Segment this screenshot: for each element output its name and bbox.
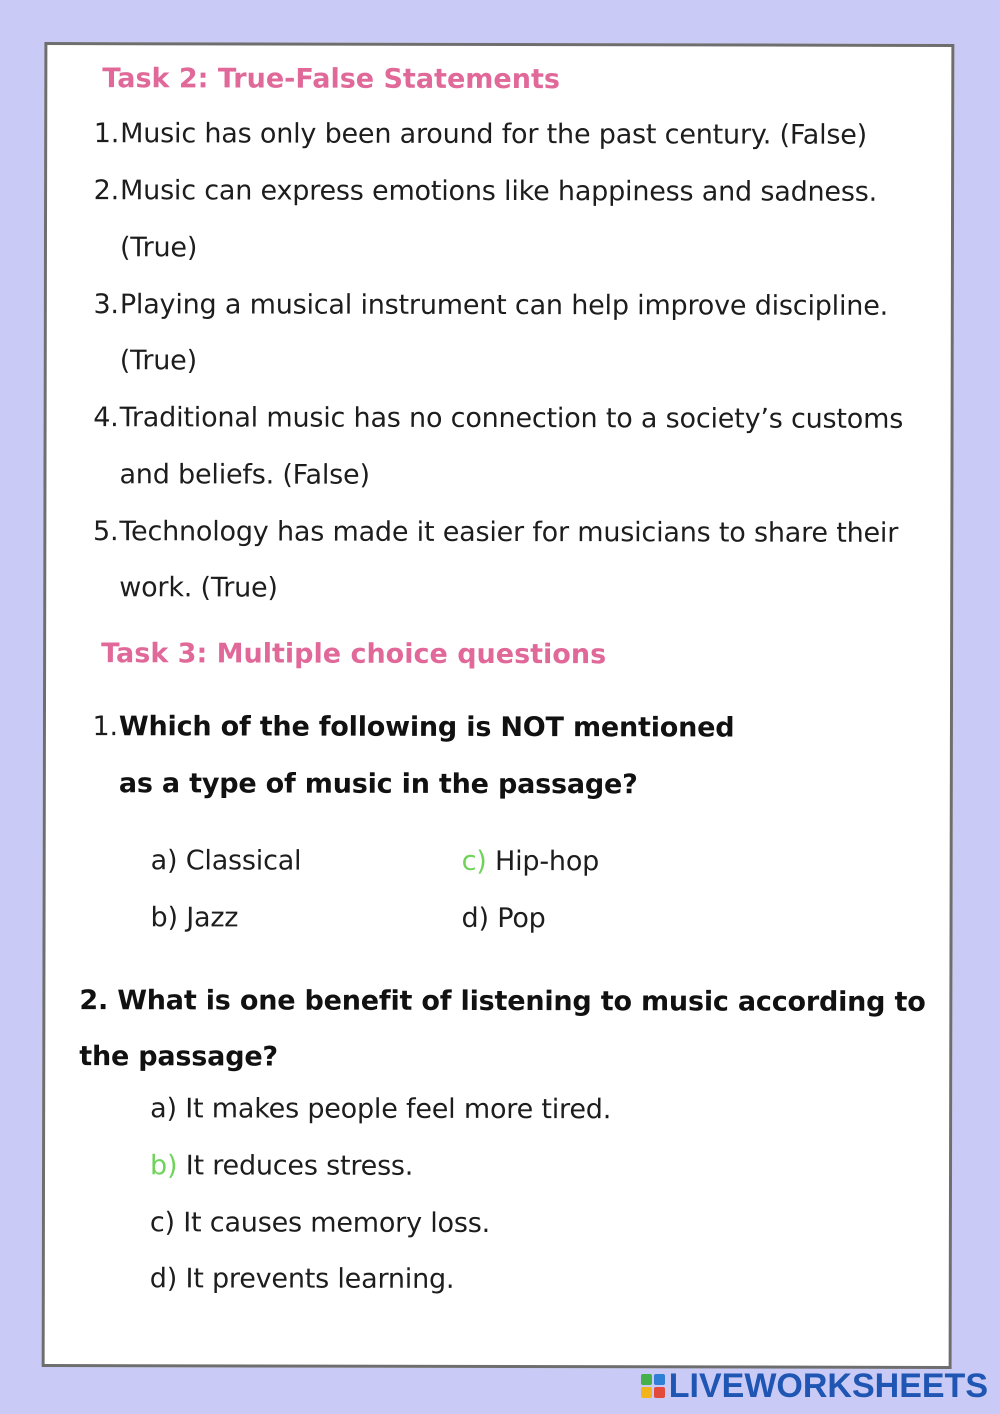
question-number: 1.: [92, 711, 118, 743]
option-text: Hip-hop: [495, 845, 600, 878]
option-text: It prevents learning.: [185, 1263, 455, 1295]
option-letter: a): [150, 1093, 177, 1125]
option-text: It causes memory loss.: [183, 1207, 491, 1239]
option-text: It makes people feel more tired.: [185, 1093, 612, 1126]
option-text: Classical: [185, 845, 302, 877]
item-number: 4.: [93, 402, 119, 434]
worksheet-page: [42, 42, 955, 1369]
statement-3: Playing a musical instrument can help improve discipline.: [119, 289, 889, 322]
q1-option-a: [151, 845, 302, 876]
q2-option-b: [150, 1150, 413, 1182]
option-text: Jazz: [186, 902, 239, 934]
q2-option-a: [150, 1093, 611, 1125]
answer-letter: b): [150, 1150, 178, 1182]
statement-2: Music can express emotions like happiness and sadness.: [120, 175, 878, 208]
task3-title: Task 3: Multiple choice questions: [101, 638, 607, 671]
task2-title: Task 2: True-False Statements: [102, 63, 560, 96]
brand-name: LIVEWORKSHEETS: [668, 1366, 988, 1405]
statement-5-cont: work. (True): [119, 572, 278, 604]
option-letter: b): [150, 902, 178, 934]
option-letter: a): [150, 845, 178, 877]
item-number: 2.: [93, 175, 120, 207]
logo-grid-icon: [641, 1374, 665, 1398]
question-1-text-cont: as a type of music in the passage?: [118, 768, 638, 801]
statement-4: Traditional music has no connection to a society’s customs: [119, 402, 904, 435]
statement-4-cont: and beliefs. (False): [119, 459, 370, 491]
statement-3-cont: (True): [119, 345, 197, 377]
option-letter: c): [149, 1207, 175, 1239]
item-number: 5.: [92, 516, 119, 548]
statement-1: Music has only been around for the past century. (False): [120, 118, 868, 151]
option-text: Pop: [497, 902, 546, 935]
question-1-text: Which of the following is NOT mentioned: [118, 711, 735, 744]
question-2-text-cont: the passage?: [79, 1041, 278, 1073]
answer-letter: c): [461, 845, 487, 877]
option-letter: d): [461, 902, 489, 934]
q2-option-d: [150, 1263, 455, 1295]
q1-option-c: [462, 846, 600, 877]
statement-5: Technology has made it easier for musicians to share their: [119, 516, 899, 549]
question-2-text: 2. What is one benefit of listening to music according to: [79, 985, 926, 1018]
option-letter: d): [149, 1263, 178, 1295]
option-text: It reduces stress.: [185, 1150, 414, 1182]
q1-option-b: [151, 902, 239, 933]
item-number: 3.: [93, 289, 119, 321]
statement-2-cont: (True): [119, 232, 198, 264]
q2-option-c: [150, 1207, 490, 1239]
liveworksheets-logo[interactable]: [641, 1368, 988, 1404]
item-number: 1.: [93, 118, 120, 150]
q1-option-d: [462, 903, 546, 934]
